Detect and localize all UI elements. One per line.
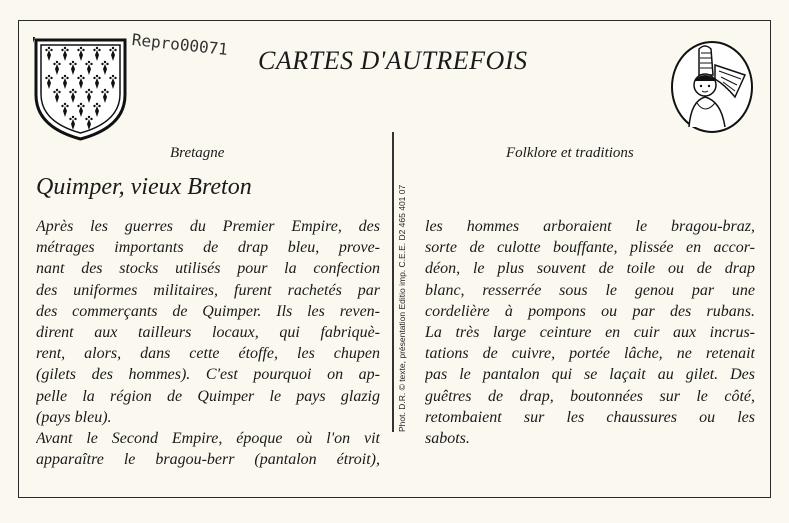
right-column — [425, 216, 755, 449]
column-divider — [392, 132, 394, 432]
theme-label: Folklore et traditions — [506, 145, 634, 161]
text-line: apparaître le bragou-berr (pantalon étroit), — [36, 451, 380, 469]
text-line: métrages importants de drap bleu, prove- — [36, 239, 380, 257]
text-line: guêtres de drap, boutonnées sur le côté, — [425, 387, 755, 405]
text-line: (pays bleu). — [36, 408, 112, 426]
text-line: sorte de culotte bouffante, plissée en accor- — [425, 239, 755, 257]
left-column — [36, 216, 380, 470]
page-title: CARTES D'AUTREFOIS — [258, 46, 528, 75]
region-label: Bretagne — [170, 145, 225, 161]
text-line: (gilets des hommes). C'est pourquoi on ap- — [36, 366, 380, 384]
text-line: tations de cuivre, portée lâche, ne retenait — [425, 345, 755, 363]
text-line: sabots. — [425, 429, 470, 447]
text-line: rent, alors, dans cette étoffe, les chupen — [36, 345, 380, 363]
place-heading: Quimper, vieux Breton — [36, 174, 252, 200]
handwritten-reference: Repro00071 — [131, 30, 229, 59]
breton-woman-coiffe-icon — [669, 35, 755, 135]
ermine-shield-icon — [33, 37, 128, 142]
text-line: La très large ceinture en cuir aux incrus- — [425, 323, 755, 341]
text-line: déon, le plus souvent de toile ou de drap — [425, 260, 755, 278]
text-line: les hommes arboraient le bragou-braz, — [425, 218, 755, 235]
text-line: des uniformes militaires, furent rachetés par — [36, 281, 380, 299]
credit-text: Phot. D.R. © texte, présentation Editio imp. C.E.E. D2 465 401 07 — [397, 184, 407, 432]
text-line: nant des stocks utilisés pour la confection — [36, 260, 380, 278]
text-line: pelle la région de Quimper le pays glazig — [36, 387, 380, 405]
text-line: cordelière à pompons ou par des rubans. — [425, 302, 755, 320]
text-line: dirent aux tailleurs locaux, qui fabriquè- — [36, 323, 380, 341]
text-line: blanc, resserrée sous le genou par une — [425, 281, 755, 299]
text-line: des commerçants de Quimper. Ils les reven- — [36, 302, 380, 320]
text-line: pas le pantalon qui se laçait au gilet. Des — [425, 366, 755, 384]
text-line: Après les guerres du Premier Empire, des — [36, 218, 380, 235]
text-line: Avant le Second Empire, époque où l'on vit — [36, 429, 380, 447]
text-line: retombaient sur les chaussures ou les — [425, 408, 755, 426]
